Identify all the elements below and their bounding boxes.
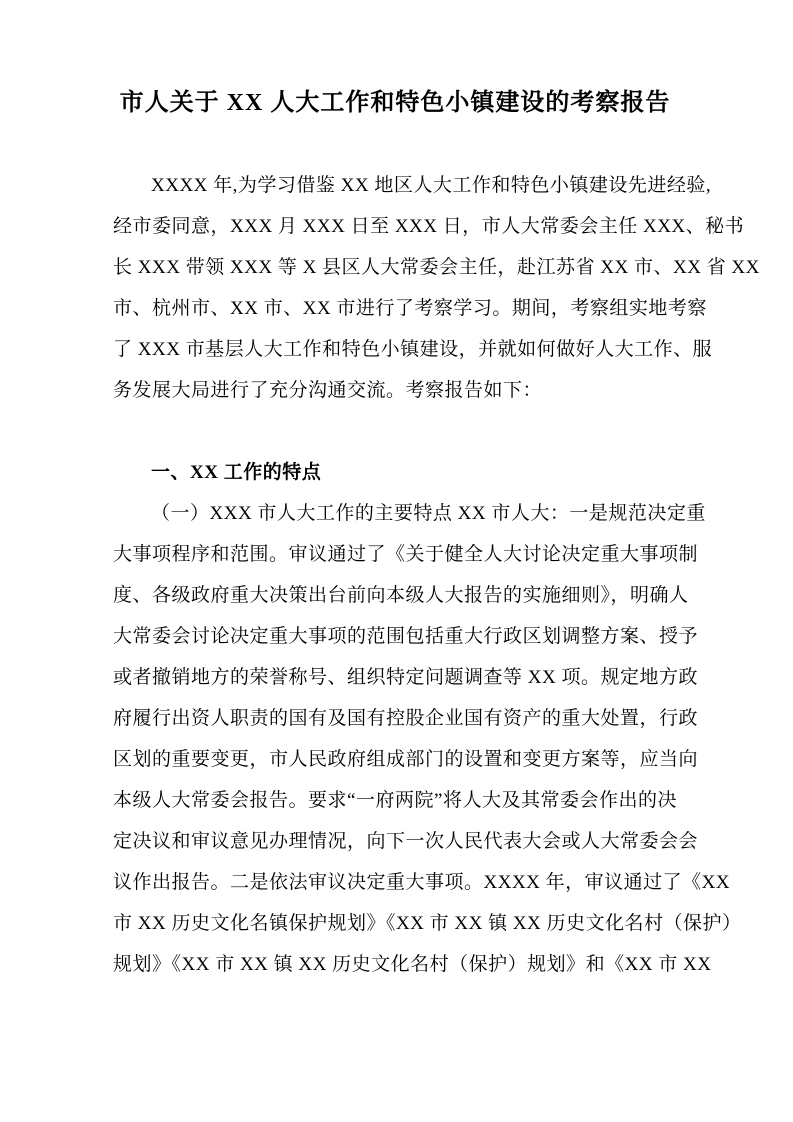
document-title: 市人关于 XX 人大工作和特色小镇建设的考察报告: [119, 90, 671, 116]
intro-paragraph: [113, 165, 760, 411]
text-line: 本级人大常委会报告。要求“一府两院”将人大及其常委会作出的决: [113, 790, 677, 811]
text-line: 市 XX 历史文化名镇保护规划》《XX 市 XX 镇 XX 历史文化名村（保护）: [113, 913, 742, 934]
section-heading: [113, 452, 677, 493]
text-line: 经市委同意，XXX 月 XXX 日至 XXX 日，市人大常委会主任 XXX、秘书: [113, 216, 745, 237]
text-line: 务发展大局进行了充分沟通交流。考察报告如下：: [113, 380, 543, 401]
text-line: 区划的重要变更，市人民政府组成部门的设置和变更方案等，应当向: [113, 749, 699, 770]
text-line: 大事项程序和范围。审议通过了《关于健全人大讨论决定重大事项制: [113, 544, 699, 565]
blank-line: [113, 411, 677, 452]
text-line: 长 XXX 带领 XXX 等 X 县区人大常委会主任，赴江苏省 XX 市、XX 省 XX: [113, 257, 760, 278]
text-line: 一、XX 工作的特点: [151, 462, 322, 483]
text-line: 大常委会讨论决定重大事项的范围包括重大行政区划调整方案、授予: [113, 626, 699, 647]
text-line: 市、杭州市、XX 市、XX 市进行了考察学习。期间，考察组实地考察: [113, 298, 707, 319]
text-line: 度、各级政府重大决策出台前向本级人大报告的实施细则》，明确人: [113, 585, 689, 606]
text-line: 了 XXX 市基层人大工作和特色小镇建设，并就如何做好人大工作、服: [113, 339, 713, 360]
document-body: [113, 165, 760, 985]
text-line: 规划》《XX 市 XX 镇 XX 历史文化名村（保护）规划》和《XX 市 XX: [113, 954, 712, 975]
text-line: 或者撤销地方的荣誉称号、组织特定问题调查等 XX 项。规定地方政: [113, 667, 698, 688]
text-line: XXXX 年,为学习借鉴 XX 地区人大工作和特色小镇建设先进经验,: [151, 175, 712, 196]
section-one-paragraph: [113, 493, 742, 985]
text-line: 府履行出资人职责的国有及国有控股企业国有资产的重大处置，行政: [113, 708, 699, 729]
text-line: （一）XXX 市人大工作的主要特点 XX 市人大：一是规范决定重: [151, 503, 706, 524]
text-line: 议作出报告。二是依法审议决定重大事项。XXXX 年，审议通过了《XX: [113, 872, 731, 893]
text-line: 定决议和审议意见办理情况，向下一次人民代表大会或人大常委会会: [113, 831, 699, 852]
